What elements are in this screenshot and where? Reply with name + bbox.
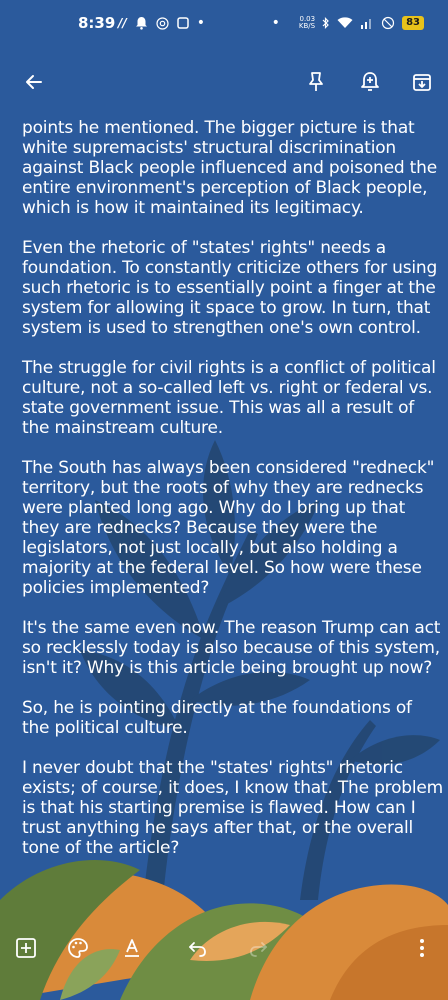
note-paragraph[interactable]: It's the same even now. The reason Trump can act so recklessly today is also because of this system, isn't it? Why is this article being brought up now? (22, 618, 441, 678)
background-options-button[interactable] (64, 934, 92, 962)
bell-icon (135, 16, 148, 30)
note-paragraph[interactable]: points he mentioned. The bigger picture is that white supremacists' structural discrimination against Black people influenced and poisoned the entire environment's perception of Black people, which is how it maintained its legitimacy. (22, 118, 437, 218)
status-left-icons (118, 15, 205, 31)
notification-n-icon: // (118, 16, 127, 30)
redo-icon (247, 937, 269, 959)
network-speed-unit: KB/S (298, 22, 316, 30)
pin-button[interactable] (302, 68, 330, 96)
note-toolbar (0, 58, 448, 106)
palette-icon (67, 937, 89, 959)
note-paragraph[interactable]: I never doubt that the "states' rights" rhetoric exists; of course, it does, I know that. The problem is that his starting premise is flawed. How can I trust anything he says after that, or the overall tone of the article? (22, 758, 444, 858)
archive-icon (412, 72, 432, 92)
battery-level: 83 (402, 16, 424, 30)
pin-icon (307, 71, 325, 93)
more-options-button[interactable] (408, 934, 436, 962)
network-speed-value: 0.03 (299, 15, 316, 23)
signal-icon (360, 17, 374, 29)
redo-button[interactable] (244, 934, 272, 962)
dot-icon: • (196, 15, 206, 31)
reminder-button[interactable] (356, 68, 384, 96)
square-app-icon (177, 17, 189, 29)
note-paragraph[interactable]: Even the rhetoric of "states' rights" needs a foundation. To constantly criticize others for using such rhetoric is to essentially point a finger at the system for allowing it space to grow. In turn, that system is used to strengthen one's own control. (22, 238, 438, 338)
bluetooth-icon (322, 17, 330, 30)
undo-button[interactable] (184, 934, 212, 962)
at-sign-icon (156, 17, 169, 30)
undo-icon (187, 937, 209, 959)
add-button[interactable] (12, 934, 40, 962)
archive-button[interactable] (408, 68, 436, 96)
text-format-button[interactable] (118, 934, 146, 962)
more-vert-icon (419, 938, 425, 958)
status-time: 8:39 (78, 14, 116, 32)
bell-plus-icon (360, 71, 380, 93)
status-right-icons (272, 15, 424, 31)
dot-icon: • (271, 15, 280, 31)
add-box-icon (15, 937, 37, 959)
text-format-icon (121, 937, 143, 959)
note-paragraph[interactable]: The struggle for civil rights is a conflict of political culture, not a so-called left vs. right or federal vs. state government issue. This was all a result of the mainstream culture. (22, 358, 436, 438)
note-paragraph[interactable]: The South has always been considered "redneck" territory, but the roots of why they are rednecks were planted long ago. Why do I bring up that they are rednecks? Because they were the legislators, not just locally, but also holding a majority at the federal level. So how were these policies implemented? (22, 458, 435, 598)
status-bar (0, 0, 448, 50)
note-paragraph[interactable]: So, he is pointing directly at the foundations of the political culture. (22, 698, 412, 738)
arrow-left-icon (24, 72, 44, 92)
bottom-action-bar (0, 928, 448, 968)
network-speed (299, 16, 315, 30)
note-body[interactable] (22, 118, 444, 878)
wifi-icon (337, 17, 353, 29)
back-button[interactable] (20, 68, 48, 96)
no-signal-icon (381, 16, 395, 30)
